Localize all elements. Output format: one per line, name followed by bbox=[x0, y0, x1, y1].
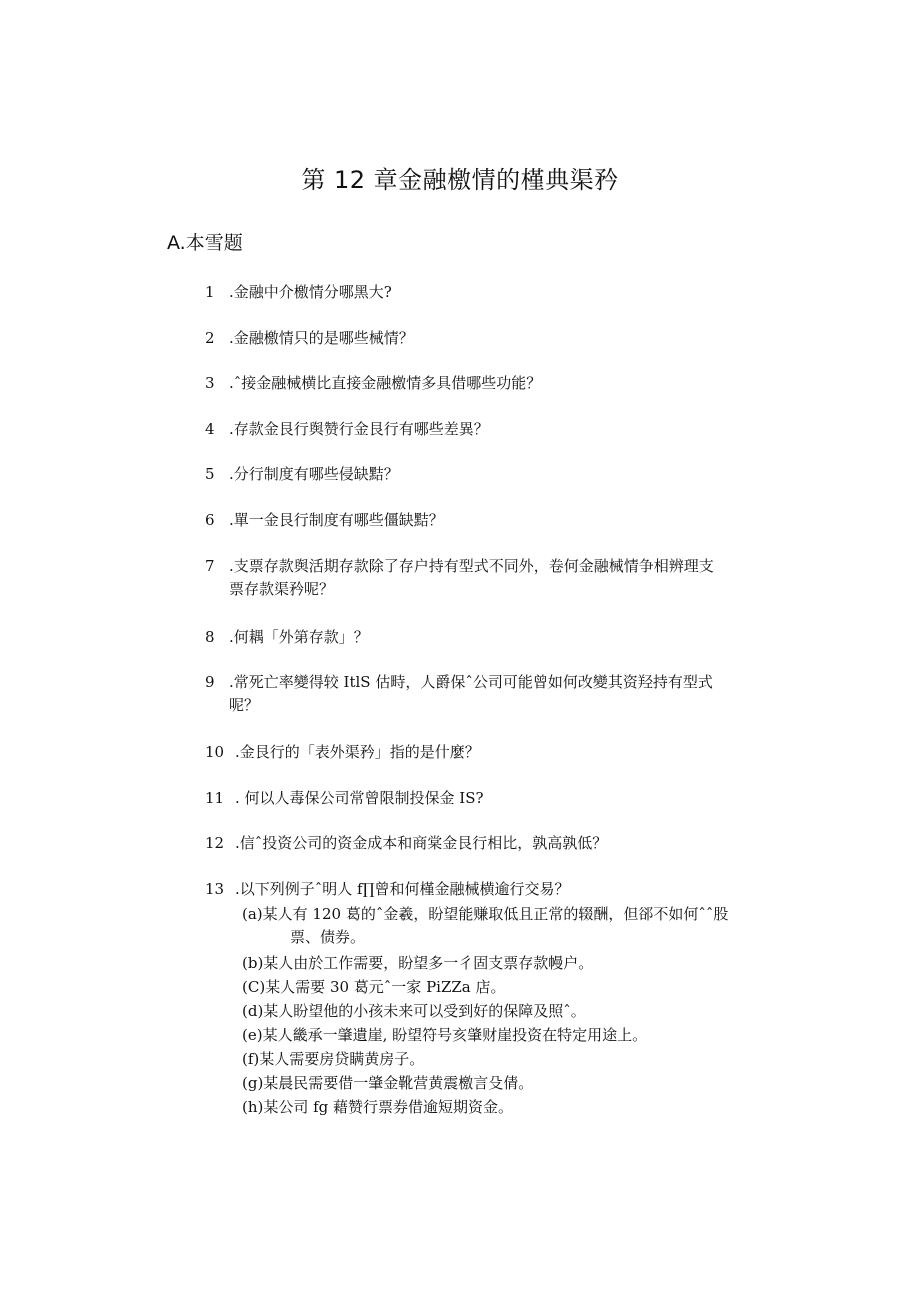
page-title: 第 12 章金融檄情的槿典渠矜 bbox=[301, 166, 619, 194]
section-heading: A.本雪题 bbox=[167, 232, 243, 254]
question-number: 5 bbox=[205, 465, 215, 483]
subitem-f bbox=[242, 1048, 787, 1071]
question-text: .常死亡率變得较 ItlS 估畤，人爵保ˆ公司可能曾如何改變其资羟持有型式 bbox=[229, 673, 713, 691]
subitem-text: (d)某人盼望他的小孩未来可以受到好的保障及照ˆ。 bbox=[242, 1002, 586, 1020]
question-text: .ˆ接金融械横比直接金融檄情多具借哪些功能？ bbox=[229, 374, 542, 392]
question-12 bbox=[205, 832, 785, 855]
question-13 bbox=[205, 878, 785, 901]
subitem-text-continued: 票、债券。 bbox=[290, 928, 366, 946]
question-text: .分行制度有哪些侵缺黠？ bbox=[229, 465, 399, 483]
question-text: .金融檄情只的是哪些械情？ bbox=[229, 329, 414, 347]
subitem-text: (h)某公司 fg 藉赞行票券借逾短期资金。 bbox=[242, 1098, 514, 1116]
subitem-text: (a)某人有 120 葛的ˆ金羲，盼望能赚取低且正常的辍酬，但郤不如何ˆˆ股 bbox=[242, 905, 729, 923]
question-text: . 何以人毒保公司常曾限制投保金 IS? bbox=[235, 789, 484, 807]
subitem-h bbox=[242, 1096, 787, 1119]
subitem-e bbox=[242, 1024, 787, 1047]
question-2 bbox=[205, 327, 785, 350]
question-text: .金融中介檄情分哪黑大? bbox=[229, 283, 392, 301]
question-number: 10 bbox=[205, 743, 225, 761]
subitem-b bbox=[242, 952, 787, 975]
subitem-text: (e)某人畿承一肇遺崖, 盼望符号亥肇财崖投资在特定用途上。 bbox=[242, 1026, 648, 1044]
subitem-text: (b)某人由於工作需要，盼望多一彳固支票存款幔户。 bbox=[242, 954, 594, 972]
question-number: 13 bbox=[205, 880, 225, 898]
question-number: 8 bbox=[205, 628, 215, 646]
question-8 bbox=[205, 626, 785, 649]
question-5 bbox=[205, 463, 785, 486]
subitem-text: (C)某人需要 30 葛元ˆ一家 PiZZa 店。 bbox=[242, 978, 506, 996]
question-9 bbox=[205, 671, 785, 717]
question-10 bbox=[205, 741, 785, 764]
question-text: .存款金艮行舆赞行金艮行有哪些差異？ bbox=[229, 420, 489, 438]
question-text: .金艮行的「表外渠矜」指的是什麼？ bbox=[235, 743, 480, 761]
question-4 bbox=[205, 418, 785, 441]
question-3 bbox=[205, 372, 785, 395]
question-7 bbox=[205, 555, 785, 601]
question-text: .以下列例子ˆ明人 f∏曾和何槿金融械横逾行交易？ bbox=[235, 880, 570, 898]
question-text: .信ˆ投资公司的资金成本和商棠金艮行相比，孰高孰低？ bbox=[235, 834, 608, 852]
subitem-g bbox=[242, 1072, 787, 1095]
question-text-continued: 呢？ bbox=[229, 696, 260, 714]
question-1 bbox=[205, 281, 785, 304]
question-text: .單一金艮行制度有哪些僵缺黠？ bbox=[229, 511, 444, 529]
question-number: 2 bbox=[205, 329, 215, 347]
question-text-continued: 票存款渠矜呢？ bbox=[229, 580, 335, 598]
question-number: 9 bbox=[205, 673, 215, 691]
subitem-text: (f)某人需要房贷瞒黄房子。 bbox=[242, 1050, 425, 1068]
question-11 bbox=[205, 787, 785, 810]
subitem-c bbox=[242, 976, 787, 999]
question-number: 11 bbox=[205, 789, 225, 807]
subitem-text: (g)某晨民需要借一肇金靴营黄震檄言殳倩。 bbox=[242, 1074, 534, 1092]
question-number: 7 bbox=[205, 557, 215, 575]
question-number: 12 bbox=[205, 834, 225, 852]
question-number: 3 bbox=[205, 374, 215, 392]
question-text: .支票存款舆活期存款除了存户持有型式不同外，卷何金融械情争相辨理支 bbox=[229, 557, 714, 575]
question-6 bbox=[205, 509, 785, 532]
question-text: .何耦「外第存款」？ bbox=[229, 628, 369, 646]
question-number: 1 bbox=[205, 283, 215, 301]
question-number: 4 bbox=[205, 420, 215, 438]
subitem-d bbox=[242, 1000, 787, 1023]
question-number: 6 bbox=[205, 511, 215, 529]
subitem-a bbox=[242, 903, 787, 949]
